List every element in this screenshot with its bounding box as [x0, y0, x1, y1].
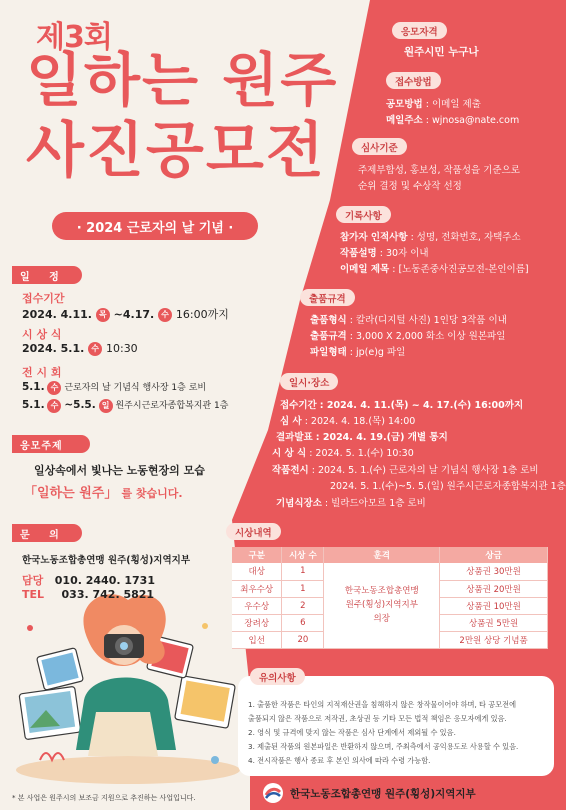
spec-header: 출품규격	[300, 289, 355, 306]
awards-table	[232, 547, 548, 649]
table-row: 우수상 2 상품권 10만원	[232, 597, 548, 614]
title-line2: 사진공모전	[26, 116, 326, 186]
method-row: 공모방법 : 이메일 제출	[386, 99, 481, 110]
awards-header: 시상내역	[226, 523, 281, 540]
apply-period: 2024. 4.11. 목 ~4.17. 수 16:00까지	[22, 308, 229, 321]
day-badge: 수	[47, 399, 61, 413]
entry-header: 기록사항	[336, 206, 391, 223]
note-line: 2. 영식 및 규격에 맞지 않는 작품은 심사 단계에서 제외될 수 있음.	[248, 728, 456, 737]
col-count: 시상 수	[282, 547, 324, 563]
theme-header: 응모주제	[12, 435, 90, 453]
dates-row: 기념식장소 : 빌라드아모르 1층 로비	[276, 498, 426, 509]
contact-org: 한국노동조합총연맹 원주(횡성)지역지부	[22, 555, 191, 566]
note-line: 출품되지 않은 작품으로 저작권, 초상권 등 기타 모든 법적 책임은 응모자에게 있음.	[248, 714, 507, 723]
day-badge: 일	[99, 399, 113, 413]
dates-row: 접수기간 : 2024. 4. 11.(목) ~ 4. 17.(수) 16:00까지	[280, 400, 524, 411]
email-row: 메일주소 : wjnosa@nate.com	[386, 115, 520, 126]
exhibition-label: 전 시 회	[22, 366, 62, 379]
honor-cell: 한국노동조합총연맹 원주(횡성)지역지부 의장	[324, 563, 440, 648]
anniversary-banner: · 2024 근로자의 날 기념 ·	[52, 212, 258, 240]
col-honor: 훈격	[324, 547, 440, 563]
entry-mail: 이메일 제목 : [노동존중사진공모전-본인이름]	[340, 264, 529, 275]
day-badge: 수	[88, 342, 102, 356]
theme-line1: 일상속에서 빛나는 노동현장의 모습	[34, 464, 205, 477]
dates-row: 작품전시 : 2024. 5. 1.(수) 근로자의 날 기념식 행사장 1층 로비	[272, 465, 539, 476]
award-ceremony-label: 시 상 식	[22, 328, 62, 341]
dates-header: 일시·장소	[280, 373, 338, 390]
entry-info: 참가자 인적사항 : 성명, 전화번호, 자택주소	[340, 232, 521, 243]
contact-header: 문 의	[12, 524, 82, 542]
footer-org: 한국노동조합총연맹 원주(횡성)지역지부	[262, 782, 476, 804]
dates-row: 결과발표 : 2024. 4. 19.(금) 개별 통지	[276, 432, 448, 443]
spec-file: 파일형태 : jp(e)g 파일	[310, 347, 406, 358]
criteria-header: 심사기준	[352, 138, 407, 155]
contact-manager: 담당 010. 2440. 1731	[22, 574, 155, 587]
theme-line2: 「일하는 원주」 를 찾습니다.	[24, 486, 183, 501]
photographer-illustration	[16, 594, 240, 784]
table-row: 입선 20 2만원 상당 기념품	[232, 631, 548, 648]
dates-row: 심 사 : 2024. 4. 18.(목) 14:00	[280, 416, 416, 427]
day-badge: 목	[96, 308, 110, 322]
table-row: 최우수상 1 상품권 20만원	[232, 580, 548, 597]
col-prize: 상금	[440, 547, 548, 563]
exhibition-1: 5.1. 수 근로자의 날 기념식 행사장 1층 로비	[22, 381, 207, 393]
note-line: 1. 출품한 작품은 타인의 지적재산권을 침해하지 않은 창작물이어야 하며, 타 공모전에	[248, 700, 517, 709]
edition-label: 제3회	[36, 20, 112, 55]
criteria-line2: 순위 결정 및 수상작 선정	[358, 181, 462, 192]
table-row: 대상 1 한국노동조합총연맹 원주(횡성)지역지부 의장 상품권 30만원	[232, 563, 548, 580]
dates-row: 시 상 식 : 2024. 5. 1.(수) 10:30	[272, 448, 414, 459]
criteria-line1: 주제부합성, 홍보성, 작품성을 기준으로	[358, 165, 520, 176]
method-header: 접수방법	[386, 72, 441, 89]
note-line: 4. 전시작품은 행사 종료 후 본인 의사에 따라 수령 가능함.	[248, 756, 431, 765]
spec-form: 출품형식 : 칼라(디지털 사진) 1인당 3작품 이내	[310, 315, 507, 326]
union-logo-icon	[262, 782, 284, 804]
exhibition-2: 5.1. 수 ~5.5. 일 원주시근로자종합복지관 1층	[22, 399, 229, 411]
col-category: 구분	[232, 547, 282, 563]
notes-header: 유의사항	[250, 668, 305, 685]
footer-note: * 본 사업은 원주시의 보조금 지원으로 추진하는 사업입니다.	[12, 794, 196, 802]
day-badge: 수	[158, 308, 172, 322]
day-badge: 수	[47, 381, 61, 395]
eligibility-header: 응모자격	[392, 22, 447, 39]
contact-tel: TEL 033. 742. 5821	[22, 588, 155, 601]
entry-desc: 작품설명 : 30자 이내	[340, 248, 429, 259]
dates-row: 2024. 5. 1.(수)~5. 5.(일) 원주시근로자종합복지관 1층	[330, 481, 566, 492]
schedule-header: 일 정	[12, 266, 82, 284]
title-line1: 일하는 원주	[26, 46, 339, 114]
eligibility-value: 원주시민 누구나	[404, 46, 479, 58]
apply-period-label: 접수기간	[22, 292, 65, 305]
note-line: 3. 제출된 작품의 원본파일은 반환하지 않으며, 주최측에서 공익용도로 사용할 수 있음.	[248, 742, 519, 751]
table-row: 장려상 6 상품권 5만원	[232, 614, 548, 631]
spec-size: 출품규격 : 3,000 X 2,000 화소 이상 원본파일	[310, 331, 506, 342]
award-ceremony: 2024. 5.1. 수 10:30	[22, 342, 138, 355]
